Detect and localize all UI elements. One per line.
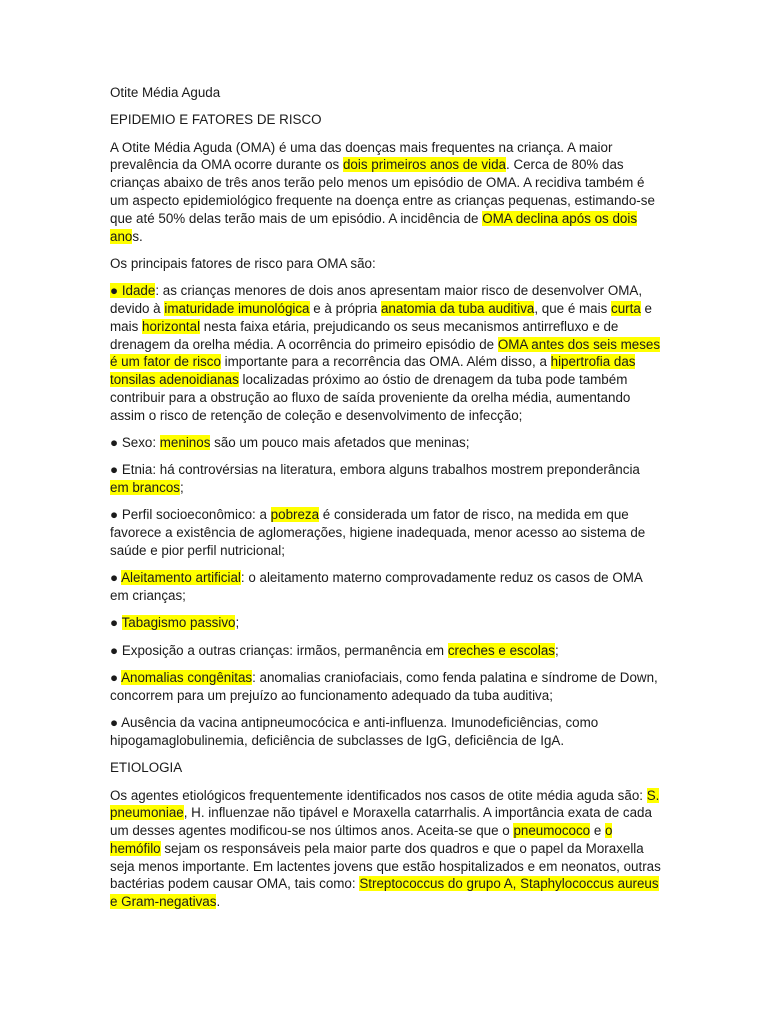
highlight: Idade — [121, 283, 156, 299]
bullet-icon: ● — [110, 570, 122, 586]
risk-factors-intro: Os principais fatores de risco para OMA são: — [110, 255, 376, 271]
highlight: creches e escolas — [447, 642, 555, 658]
highlight: dois primeiros anos de vida — [342, 157, 506, 173]
section-heading-etiologia: ETIOLOGIA — [110, 760, 183, 776]
bullet-icon: ● — [110, 670, 122, 686]
highlight: imaturidade imunológica — [164, 300, 310, 316]
bullet-item-aleitamento: ● Aleitamento artificial: o aleitamento materno comprovadamente reduz os casos de OMA em crianças; — [110, 570, 643, 604]
bullet-item-exposicao: ● Exposição a outras crianças: irmãos, permanência em creches e escolas; — [110, 642, 559, 658]
highlight: Tabagismo passivo — [121, 615, 236, 631]
section-heading-epidemio: EPIDEMIO E FATORES DE RISCO — [110, 112, 322, 128]
highlight: horizontal — [142, 318, 201, 334]
bullet-icon: ● — [110, 615, 122, 631]
bullet-icon: ● — [110, 715, 122, 731]
intro-paragraph: A Otite Média Aguda (OMA) é uma das doenças mais frequentes na criança. A maior prevalência da OMA ocorre durante os dois primeiros anos de vida. Cerca de 80% das crianças abaixo de três anos terão pelo menos um episódio de OMA. A recidiva também é um aspecto epidemiológico frequente na doença entre as crianças pequenas, estimando-se que até 50% delas terão mais de um episódio. A incidência de OMA declina após os dois anos. — [110, 139, 655, 244]
highlight: Streptococcus do grupo A, Staphylococcus aureus e Gram-negativas — [110, 876, 659, 910]
bullet-item-ausencia: ● Ausência da vacina antipneumocócica e anti-influenza. Imunodeficiências, como hipogamaglobulinemia, deficiência de subclasses de IgG, deficiência de IgA. — [110, 715, 599, 748]
highlight: Aleitamento artificial — [121, 570, 241, 586]
bullet-item-etnia: ● Etnia: há controvérsias na literatura, embora alguns trabalhos mostrem preponderância em brancos; — [110, 462, 640, 496]
highlight: OMA antes dos seis meses é um fator de risco — [110, 336, 661, 370]
highlight: em brancos — [110, 480, 180, 496]
highlight: OMA declina após os dois ano — [110, 210, 638, 244]
highlight: meninos — [159, 435, 211, 451]
bullet-icon: ● — [110, 435, 122, 451]
bullet-icon: ● — [110, 642, 122, 658]
bullet-item-perfil: ● Perfil socioeconômico: a pobreza é considerada um fator de risco, na medida em que favorece a existência de aglomerações, higiene inadequada, menor acesso ao sistema de saúde e pior perfil nutricional; — [110, 507, 646, 559]
bullet-icon: ● — [110, 283, 122, 299]
bullet-item-tabagismo: ● Tabagismo passivo; — [110, 615, 240, 631]
highlight: anatomia da tuba auditiva — [380, 300, 535, 316]
bullet-icon: ● — [110, 462, 122, 478]
highlight: o hemófilo — [110, 823, 613, 856]
highlight: S. pneumoniae — [110, 787, 660, 821]
highlight: pobreza — [270, 507, 320, 523]
highlight: curta — [611, 300, 641, 316]
document-body — [110, 84, 662, 921]
bullet-item-idade: ● Idade: as crianças menores de dois anos apresentam maior risco de desenvolver OMA, devido à imaturidade imunológica e à própria anatomia da tuba auditiva, que é mais curta e mais horizontal nesta faixa etária, prejudicando os seus mecanismos antirrefluxo e de drenagem da orelha média. A ocorrência do primeiro episódio de OMA antes dos seis meses é um fator de risco importante para a recorrência das OMA. Além disso, a hipertrofia das tonsilas adenoidianas localizadas próximo ao óstio de drenagem da tuba pode também contribuir para a obstrução ao fluxo de saída proveniente da orelha média, aumentando assim o risco de retenção de coleção e desenvolvimento de infecção; — [110, 283, 661, 423]
highlight: hipertrofia das tonsilas adenoidianas — [110, 354, 636, 388]
highlight: Anomalias congênitas — [121, 670, 253, 686]
document-title: Otite Média Aguda — [110, 85, 221, 100]
bullet-item-sexo: ● Sexo: meninos são um pouco mais afetados que meninas; — [110, 435, 470, 451]
etiologia-paragraph: Os agentes etiológicos frequentemente identificados nos casos de otite média aguda são: S. pneumoniae, H. influenzae não tipável e Moraxella catarrhalis. A importância exata de cada um desses agentes modificou-se nos últimos anos. Aceita-se que o pneumococo e o hemófilo sejam os responsáveis pela maior parte dos quadros e que o papel da Moraxella seja menos importante. Em lactentes jovens que estão hospitalizados e em neonatos, outras bactérias podem causar OMA, tais como: Streptococcus do grupo A, Staphylococcus aureus e Gram-negativas. — [110, 787, 661, 910]
bullet-item-anomalias: ● Anomalias congênitas: anomalias craniofaciais, como fenda palatina e síndrome de Down, concorrem para um prejuízo ao funcionamento adequado da tuba auditiva; — [110, 670, 658, 703]
bullet-icon: ● — [110, 507, 122, 523]
highlight: pneumococo — [513, 823, 591, 839]
